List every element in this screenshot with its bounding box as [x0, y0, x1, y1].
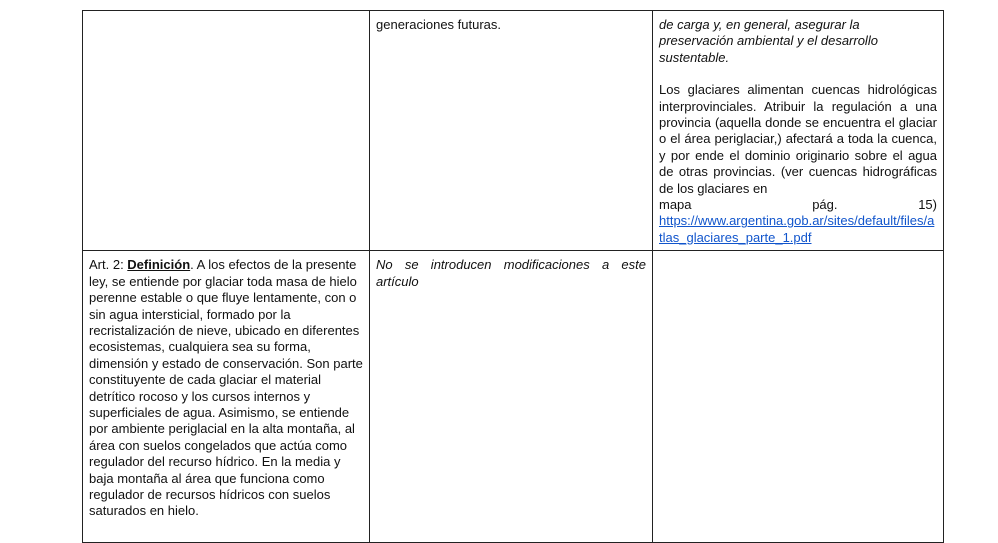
- table-row: [83, 251, 944, 543]
- row1-col2-cell: [370, 11, 653, 251]
- atlas-link-line: [659, 213, 937, 246]
- article-title: Definición: [127, 257, 191, 273]
- row1-col3-paragraph: [659, 82, 937, 197]
- row2-col2-text: No se introducen modificaciones a este artículo: [376, 257, 646, 289]
- row1-col3-map-line: [659, 197, 937, 213]
- article-2-text: [89, 257, 363, 520]
- comparison-table: [82, 10, 944, 543]
- row2-col2-cell: [370, 251, 653, 543]
- row1-col2-text: generaciones futuras.: [376, 17, 502, 32]
- article-body: . A los efectos de la presente ley, se entiende por glaciar toda masa de hielo perenne estable o que fluye lentamente, con o sin agua intersticial, formado por la recristalización de nieve, ubicado en diferentes ecosistemas, cualquiera sea su forma, dimensión y estado de conservación. Son parte constituyente de cada glaciar el material detrítico rocoso y los cursos internos y superficiales de agua. Asimismo, se entiende por ambiente periglacial en la alta montaña, al área con suelos congelados que actúa como regulador del recurso hídrico. En la media y baja montaña al área que funciona como regulador de recursos hídricos con suelos saturados en hielo.: [89, 257, 363, 519]
- atlas-glaciares-link[interactable]: https://www.argentina.gob.ar/sites/default/files/atlas_glaciares_parte_1.pdf: [659, 213, 935, 245]
- article-number: Art. 2:: [89, 257, 128, 273]
- map-word: mapa: [659, 197, 692, 213]
- row1-col3-italic-text: de carga y, en general, asegurar la preservación ambiental y el desarrollo sustentable.: [659, 17, 878, 65]
- table-row: [83, 11, 944, 251]
- row2-col1-cell: [83, 251, 370, 543]
- page-number: 15): [918, 197, 937, 213]
- row1-col1-cell: [83, 11, 370, 251]
- row1-col3-paragraph-text: Los glaciares alimentan cuencas hidrológicas interprovinciales. Atribuir la regulación a una provincia (aquella donde se encuentra el glaciar o el área periglaciar,) afectará a toda la cuenca, y por ende el dominio originario sobre el agua de otras provincias. (ver cuencas hidrográficas de los glaciares en: [659, 82, 937, 196]
- pag-word: pág.: [812, 197, 838, 213]
- row2-col3-cell: [653, 251, 944, 543]
- row1-col3-cell: [653, 11, 944, 251]
